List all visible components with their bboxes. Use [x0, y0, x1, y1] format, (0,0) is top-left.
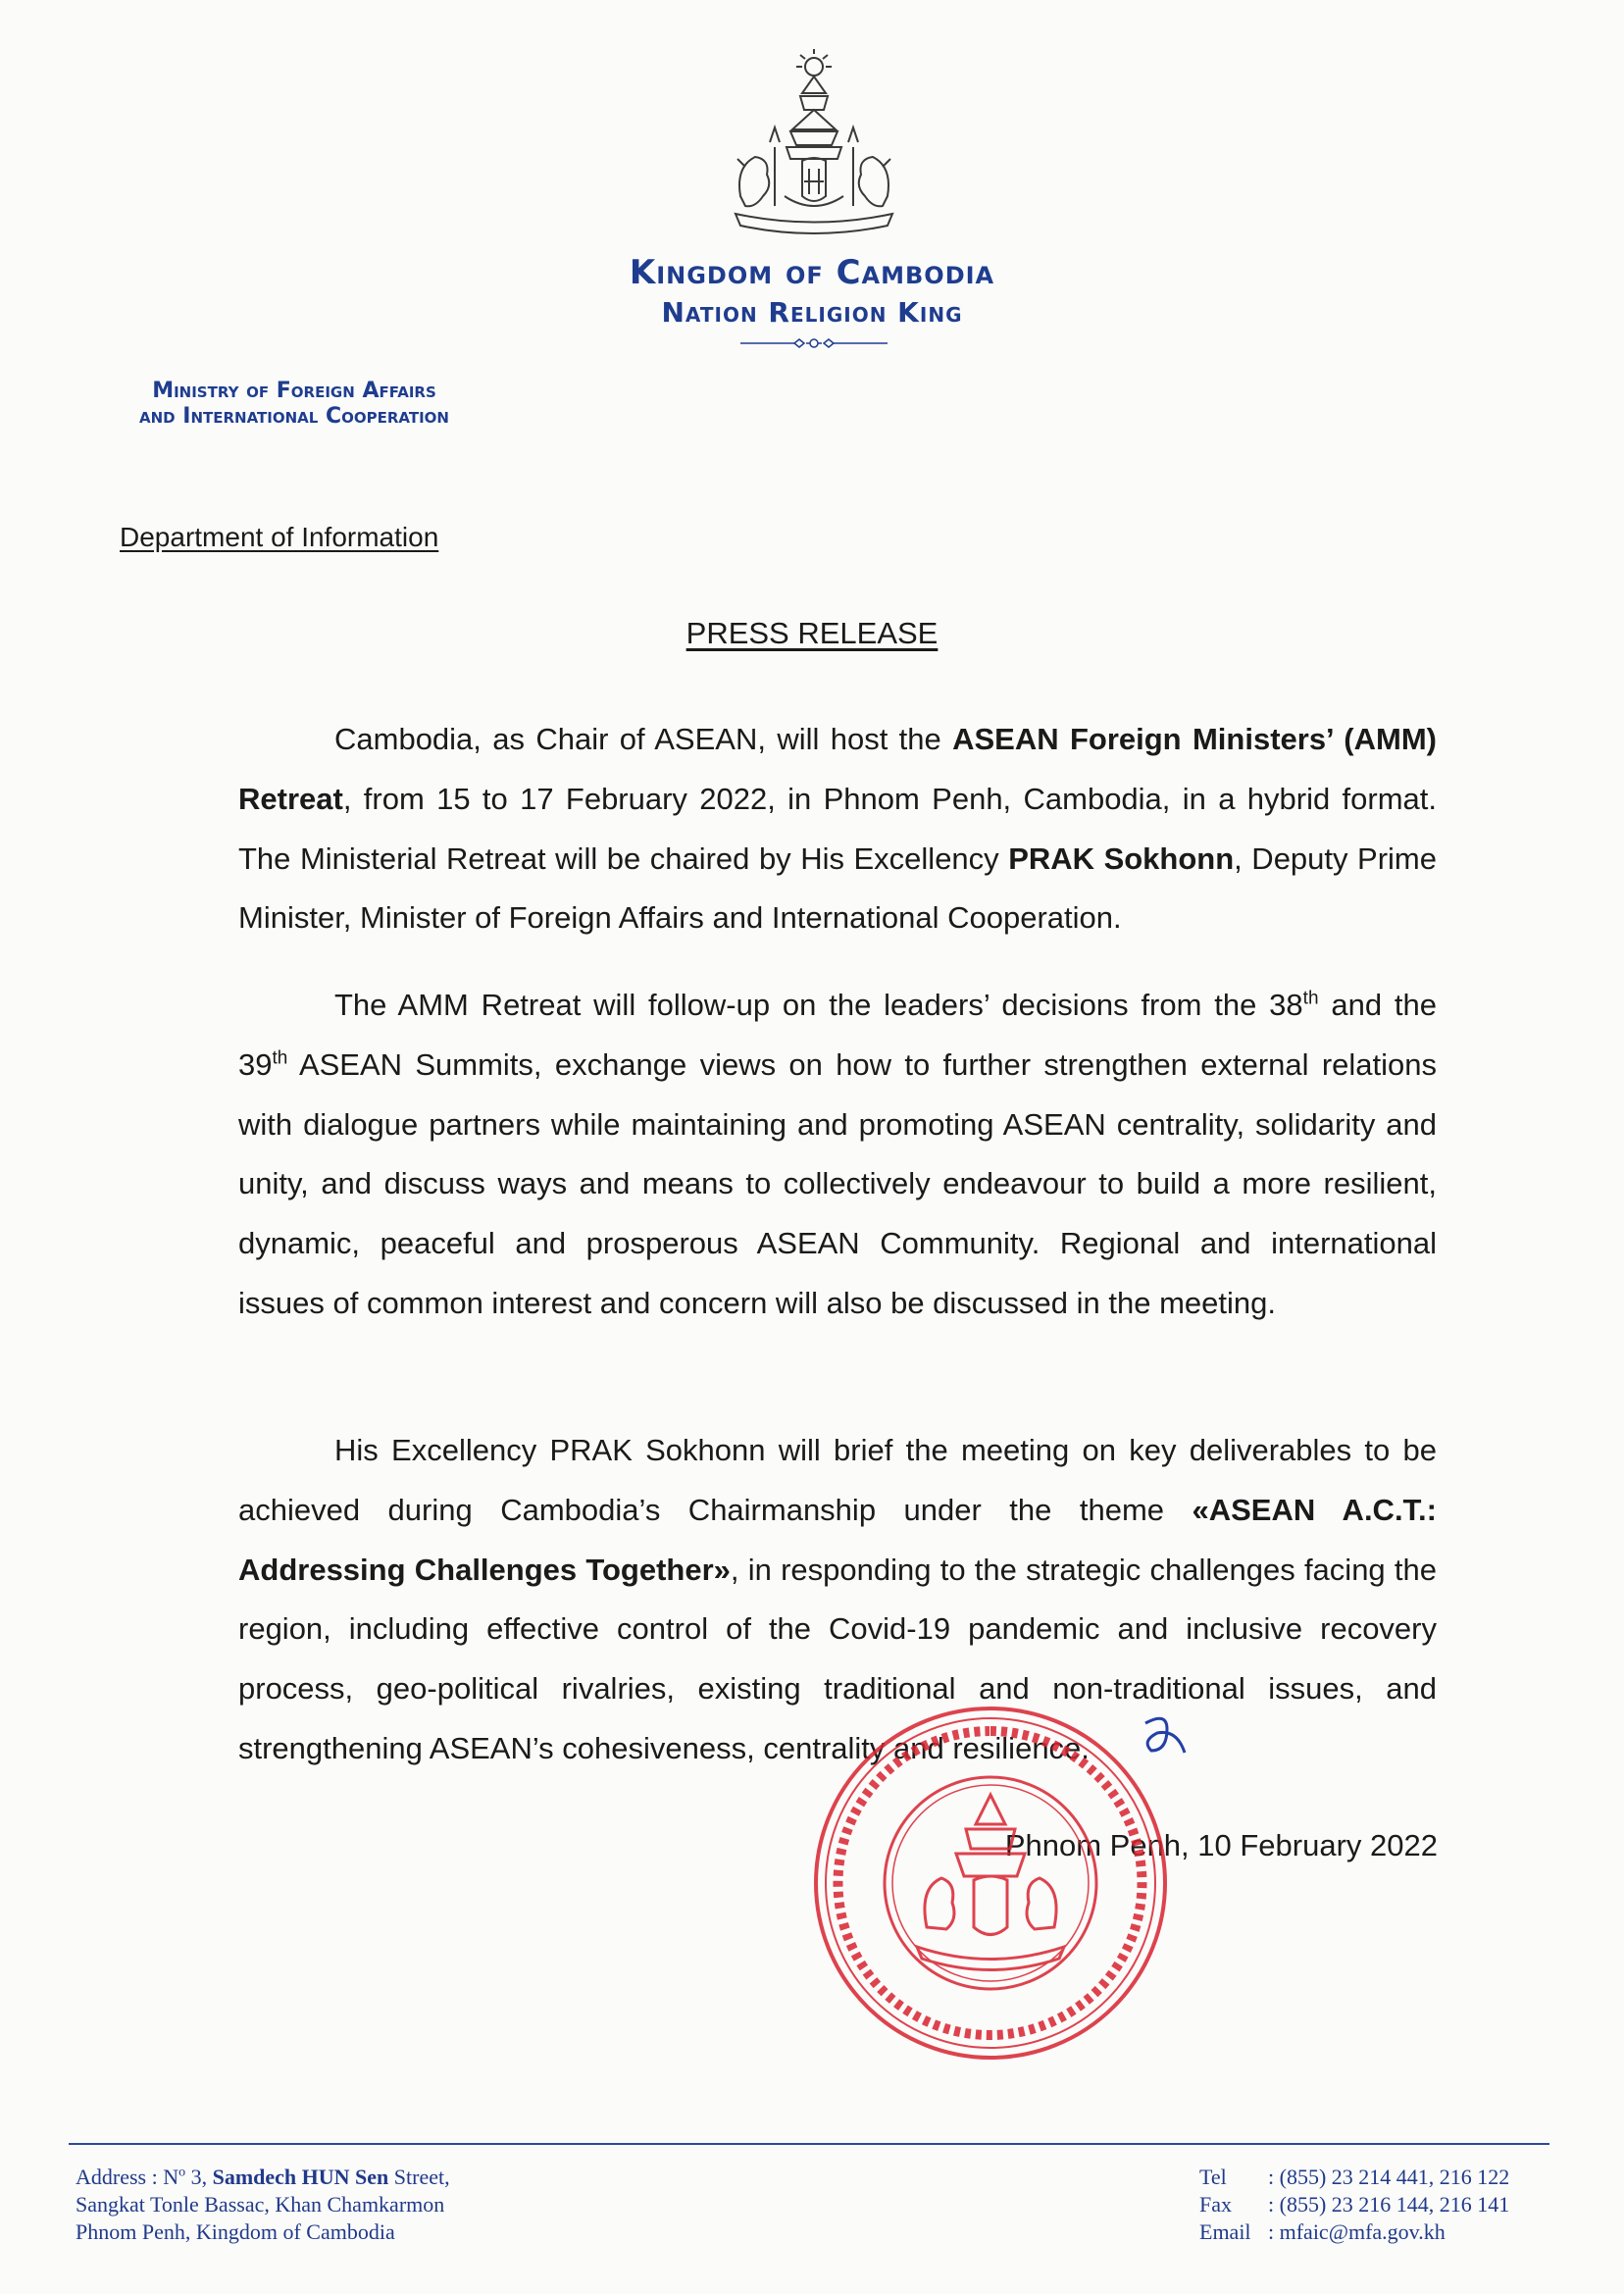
- official-seal-stamp-icon: [809, 1702, 1172, 2065]
- fax-label: Fax: [1199, 2192, 1232, 2217]
- p2-text-b: and the 39: [238, 988, 1437, 1082]
- address-line-3: Phnom Penh, Kingdom of Cambodia: [76, 2219, 395, 2244]
- fax-row: [1199, 2191, 1509, 2218]
- address-line-1: [76, 2164, 450, 2191]
- p1-text-a: Cambodia, as Chair of ASEAN, will host the: [334, 722, 953, 756]
- tel-row: [1199, 2164, 1509, 2191]
- p3-text-a: His Excellency PRAK Sokhonn will brief the meeting on key deliverables to be achieved during Cambodia’s Chairmanship under the theme: [238, 1433, 1437, 1527]
- press-release-title: PRESS RELEASE: [685, 616, 939, 650]
- footer-address: [76, 2164, 450, 2246]
- address-street-tail: Street,: [388, 2165, 450, 2189]
- kingdom-title: Kingdom of Cambodia: [629, 253, 995, 292]
- p3-theme: «ASEAN A.C.T.: Addressing Challenges Together»: [238, 1492, 1437, 1587]
- ministry-line-1: Ministry of Foreign Affairs: [152, 379, 436, 403]
- ministry-name: [69, 379, 520, 430]
- p2-text-a: The AMM Retreat will follow-up on the leaders’ decisions from the 38: [334, 988, 1303, 1022]
- paragraph-1: [238, 710, 1437, 948]
- fax-value: : (855) 23 216 144, 216 141: [1268, 2192, 1510, 2217]
- p2-sup-2: th: [272, 1047, 288, 1069]
- p1-text-e: , Deputy Prime Minister, Minister of Foreign Affairs and International Cooperation.: [238, 841, 1438, 936]
- p2-text-c: ASEAN Summits, exchange views on how to further strengthen external relations with dialogue partners while maintaining and promoting ASEAN centrality, solidarity and unity, and discuss ways and means to collectively endeavour to build a more resilient, dynamic, peaceful and prosperous ASEAN Community. Regional and international issues of common interest and concern will also be discussed in the meeting.: [238, 1046, 1437, 1320]
- email-label: Email: [1199, 2219, 1251, 2244]
- address-number-sup: o: [178, 2165, 186, 2180]
- email-value: : mfaic@mfa.gov.kh: [1268, 2219, 1446, 2244]
- paragraph-2: [238, 976, 1437, 1334]
- ministry-line-2: and International Cooperation: [139, 404, 449, 429]
- national-motto: Nation Religion King: [661, 296, 963, 329]
- footer-contact: [1199, 2164, 1509, 2246]
- address-number: 3,: [185, 2165, 213, 2189]
- p2-sup-1: th: [1302, 988, 1319, 1009]
- footer-divider: [69, 2143, 1549, 2145]
- address-label: Address : N: [76, 2165, 179, 2189]
- date-line: Phnom Penh, 10 February 2022: [1004, 1828, 1438, 1862]
- address-line-2: Sangkat Tonle Bassac, Khan Chamkarmon: [76, 2192, 445, 2217]
- ornament-divider-icon: [740, 336, 888, 350]
- tel-value: : (855) 23 214 441, 216 122: [1268, 2165, 1510, 2189]
- royal-arms-emblem-icon: [716, 49, 912, 245]
- department-heading: Department of Information: [120, 522, 439, 552]
- email-row: [1199, 2218, 1509, 2246]
- p1-event-name: ASEAN Foreign Ministers’ (AMM) Retreat: [238, 722, 1437, 816]
- p1-minister-name: PRAK Sokhonn: [1008, 841, 1235, 876]
- address-street-name: Samdech HUN Sen: [212, 2165, 389, 2189]
- p1-text-c: , from 15 to 17 February 2022, in Phnom Penh, Cambodia, in a hybrid format. The Ministerial Retreat will be chaired by His Excellency: [238, 781, 1437, 876]
- tel-label: Tel: [1199, 2165, 1227, 2189]
- p3-text-c: , in responding to the strategic challenges facing the region, including effective control of the Covid-19 pandemic and inclusive recovery process, geo-political rivalries, existing traditional and non-traditional issues, and strengthening ASEAN’s cohesiveness, centrality and resilience.: [238, 1552, 1437, 1765]
